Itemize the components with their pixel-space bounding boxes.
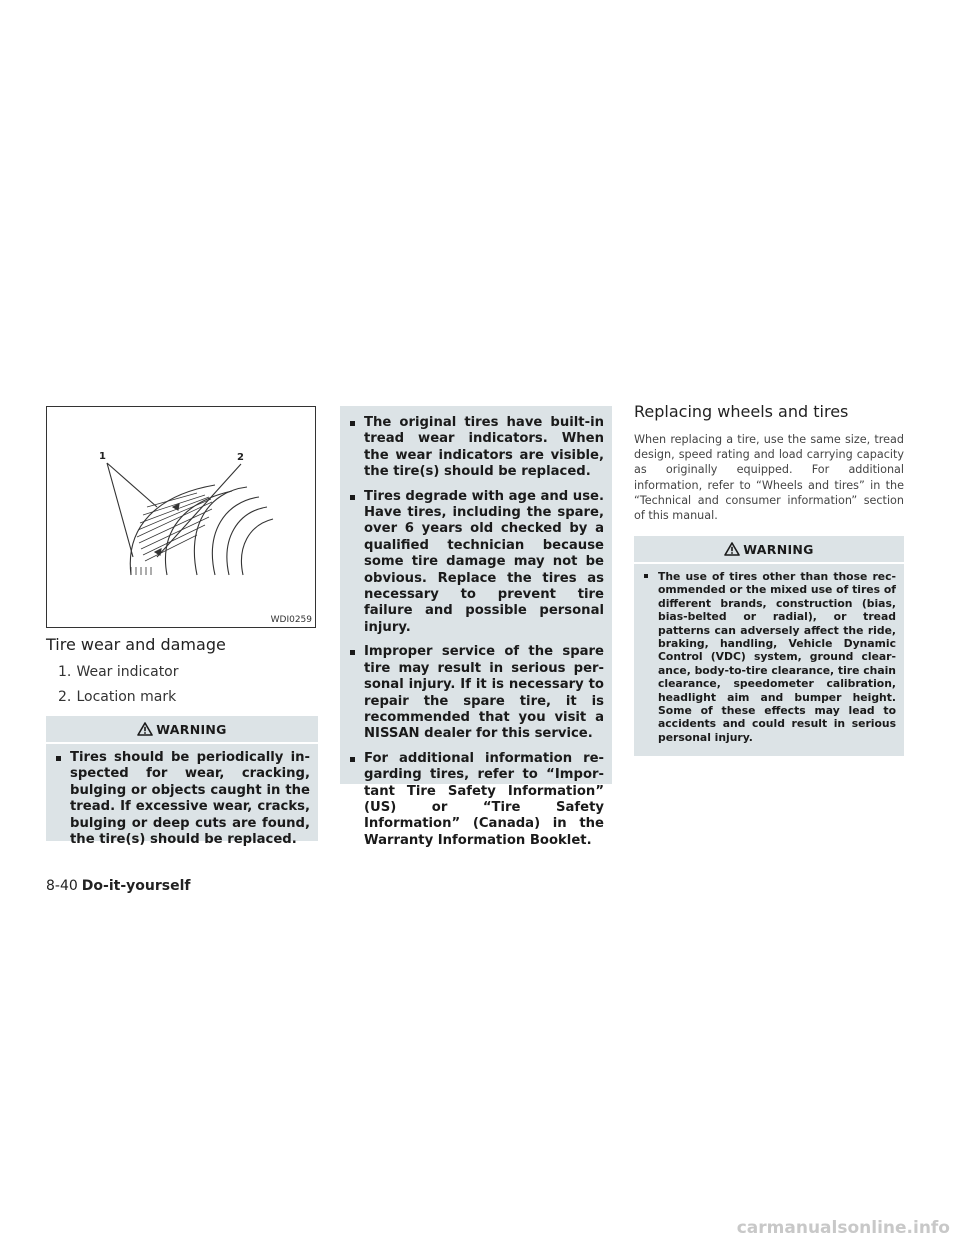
footer-section: Do-it-yourself [81,878,191,894]
warning-triangle-icon [137,722,153,736]
warning-box-tire-care [340,406,612,848]
page-number: 8-40 [46,878,78,894]
warning-item: For additional information regarding tires, refer to “Important Tire Safety Information” (US) or “Tire Safety Information” (Canada) in the Warranty Information Booklet. [348,751,604,849]
section-title: Replacing wheels and tires [634,402,849,421]
page-footer [46,878,190,894]
warning-box-tire-inspection [46,716,318,848]
figure-caption: Tire wear and damage [46,635,226,654]
warning-header: WARNING [634,536,904,564]
callout-1: 1 [99,451,106,462]
warning-item: Tires should be periodically inspected for wear, cracking, bulging or objects caught in the tread. If excessive wear, cracks, bulging or deep cuts are found, the tire(s) should be replaced. [54,750,310,848]
warning-item: Improper service of the spare tire may result in serious personal injury. If it is necessary to repair the spare tire, it is recommended that you visit a NISSAN dealer for this service. [348,644,604,742]
tire-drawing [47,407,315,627]
tire-illustration [46,406,316,628]
warning-header: WARNING [46,716,318,744]
legend-item: 1. Wear indicator [58,664,179,680]
section-body: When replacing a tire, use the same size, tread design, speed rating and load carrying capacity as originally equipped. For additional information, refer to “Wheels and tires” in the “Technical and consumer information” section of this manual. [634,433,904,523]
callout-2: 2 [237,452,244,463]
watermark: carmanualsonline.info [736,1218,950,1238]
warning-item: The original tires have built-in tread wear indicators. When the wear indicators are visible, the tire(s) should be replaced. [348,415,604,481]
warning-triangle-icon [724,542,740,556]
figure-code: WDI0259 [270,615,312,625]
warning-item: Tires degrade with age and use. Have tires, including the spare, over 6 years old checked by a qualified technician because some tire damage may not be obvious. Replace the tires as necessary to prevent tire failure and possible personal injury. [348,489,604,637]
legend-item: 2. Location mark [58,689,177,705]
warning-item: The use of tires other than those recommended or the mixed use of tires of different brands, construction (bias, bias-belted or radial), or tread patterns can adversely affect the ride, braking, handling, Vehicle Dynamic Control (VDC) system, ground clearance, body-to-tire clearance, tire chain clearance, speedometer calibration, headlight aim and bumper height. Some of these effects may lead to accidents and could result in serious personal injury. [642,570,896,744]
figure-legend [58,660,179,710]
warning-box-tire-replacement [634,536,904,756]
